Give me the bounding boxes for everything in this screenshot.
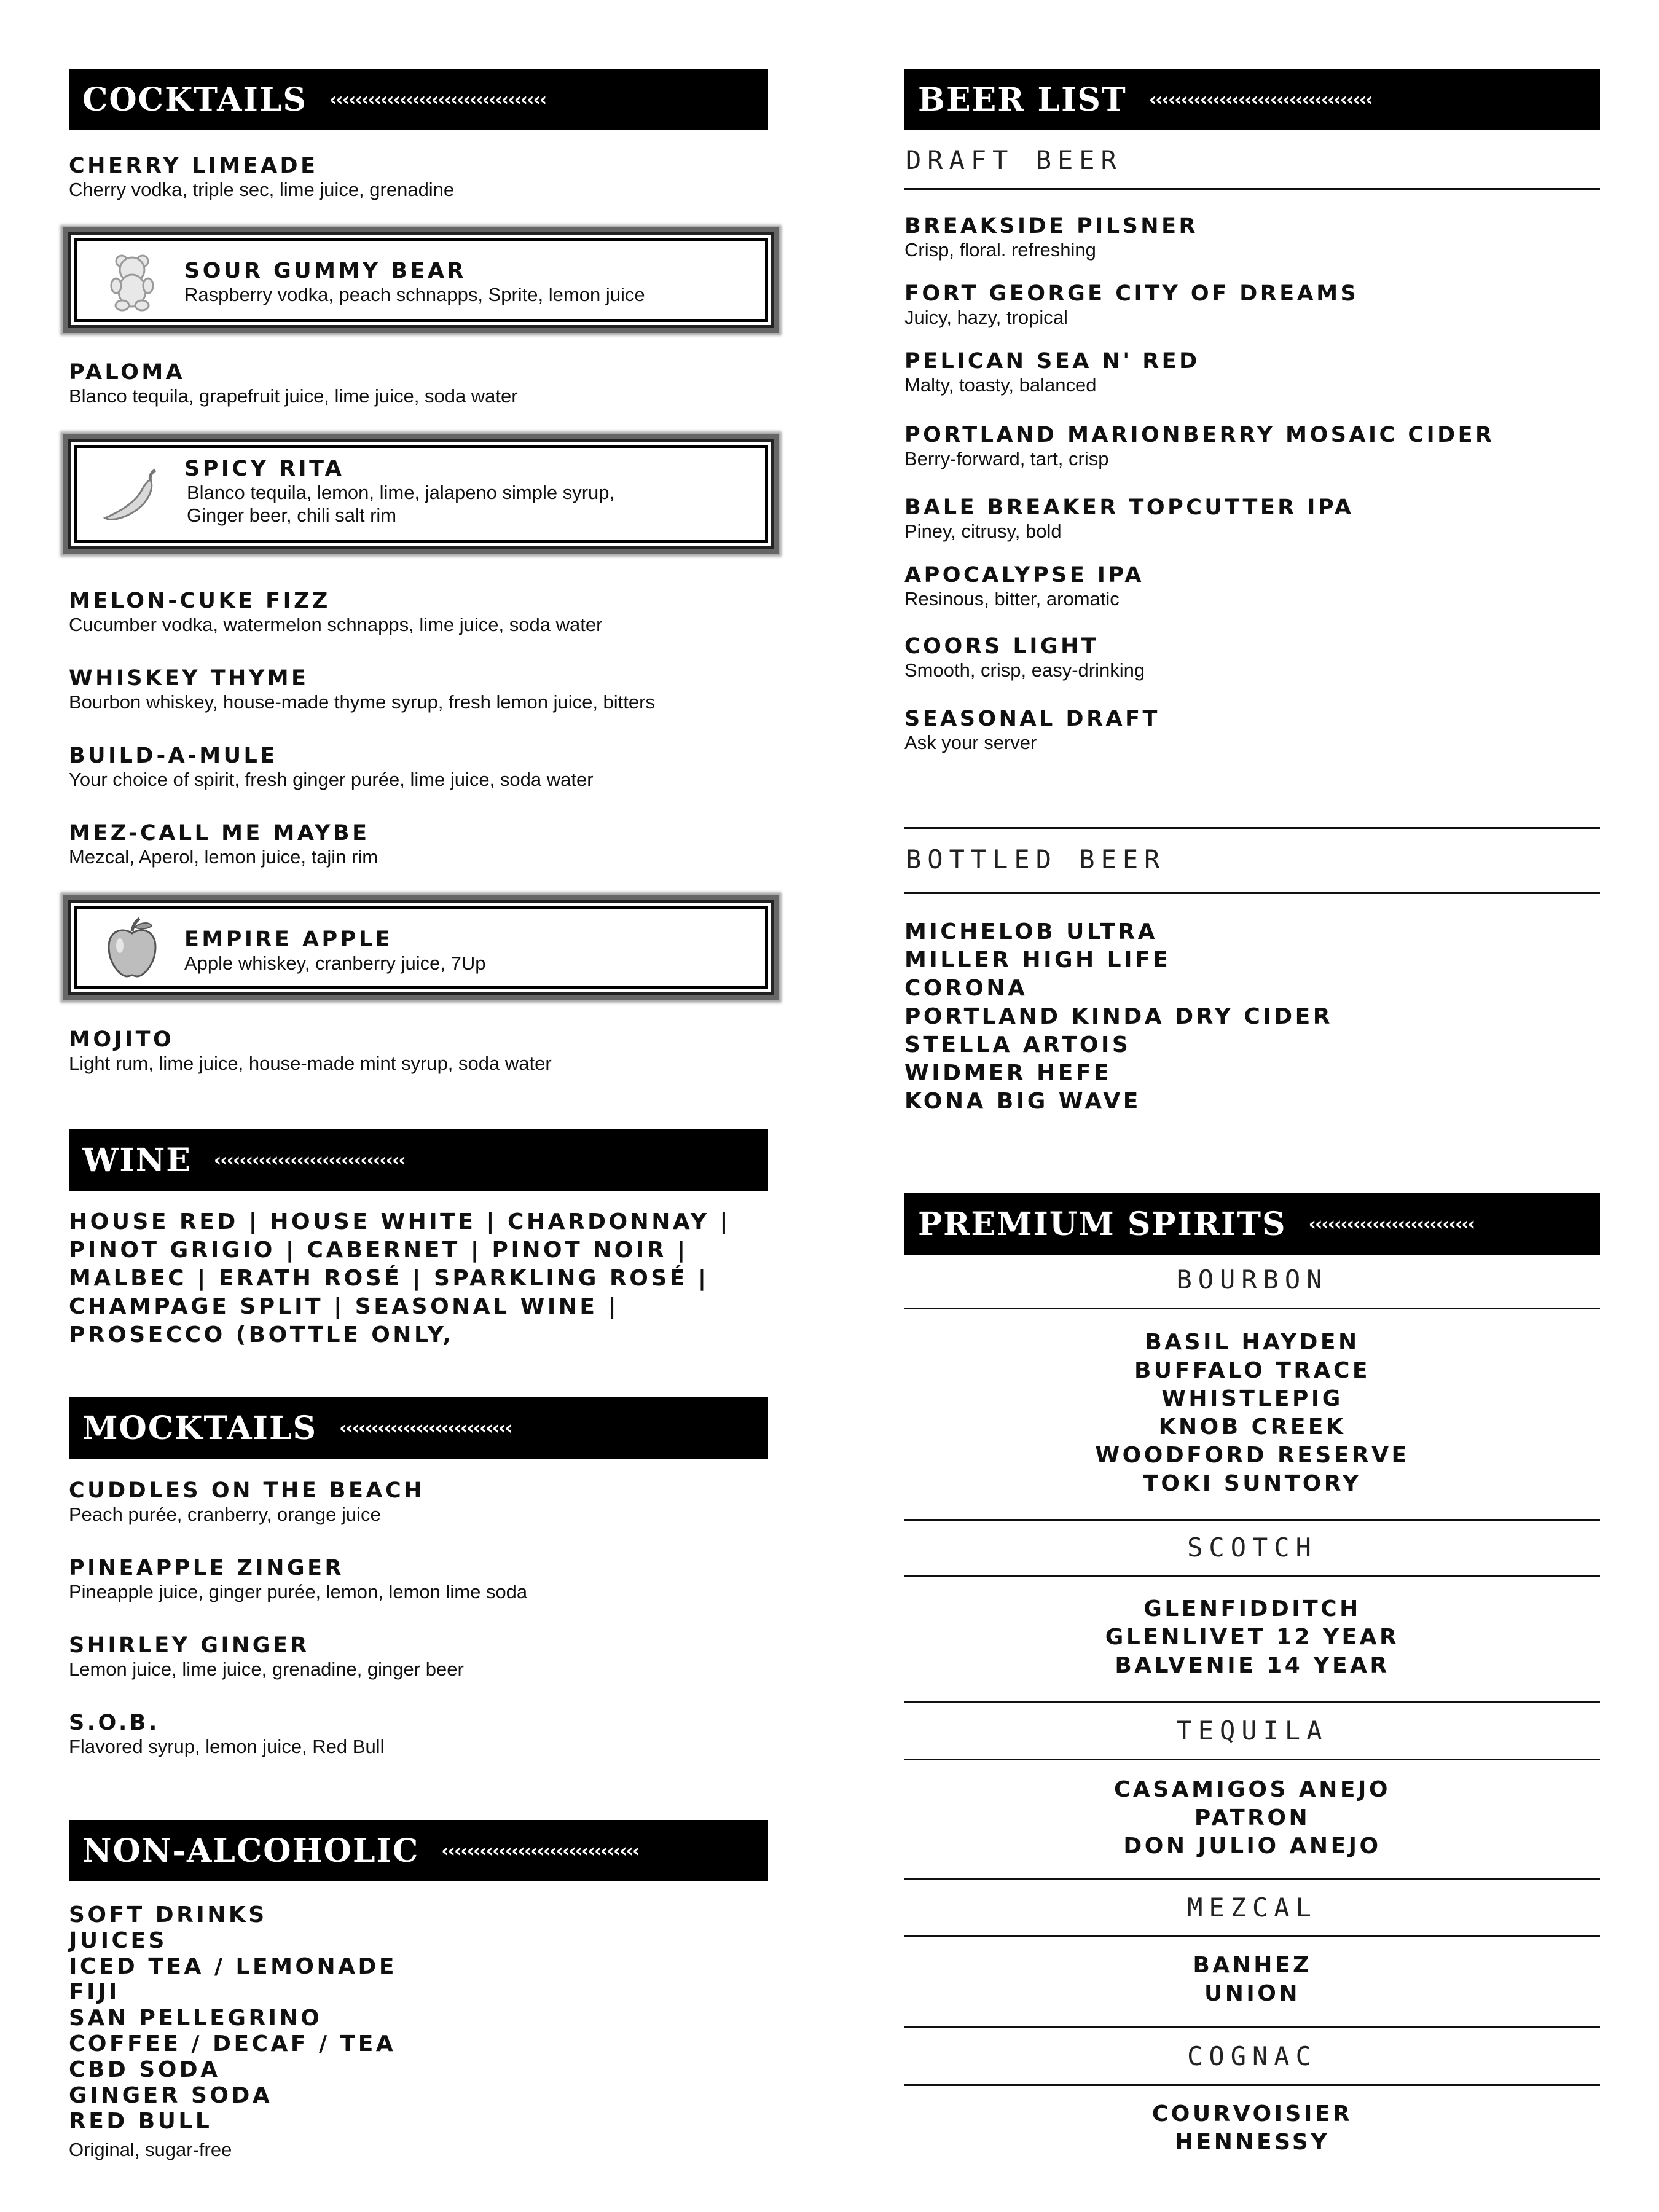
bottled-beer-label: BOTTLED BEER [906, 844, 1166, 874]
beer-desc: Ask your server [904, 732, 1037, 753]
mocktail-name: S.O.B. [69, 1711, 160, 1735]
cocktail-name: EMPIRE APPLE [184, 927, 393, 952]
mocktail-item [69, 1556, 527, 1603]
mezcal-label: MEZCAL [1187, 1892, 1317, 1923]
featured-cocktail-box [74, 238, 768, 322]
cocktail-name: WHISKEY THYME [69, 666, 309, 691]
beer-list-title: BEER LIST [918, 80, 1127, 119]
mocktail-item [69, 1711, 384, 1758]
cocktail-desc: Blanco tequila, grapefruit juice, lime juice, soda water [69, 385, 518, 407]
draft-beer-item [904, 349, 1200, 396]
cocktail-name: MEZ-CALL ME MAYBE [69, 821, 370, 845]
wine-header [69, 1129, 768, 1191]
cocktail-item [184, 259, 645, 306]
beer-name: BREAKSIDE PILSNER [904, 214, 1198, 238]
red-bull-note: Original, sugar-free [69, 2139, 232, 2160]
cocktail-desc: Your choice of spirit, fresh ginger purée, lime juice, soda water [69, 769, 594, 790]
chevron-decoration-icon: ‹‹‹‹‹‹‹‹‹‹‹‹‹‹‹‹‹‹‹‹‹‹‹‹‹‹‹‹‹‹‹‹‹‹‹ [1148, 88, 1372, 111]
wine-list: HOUSE RED | HOUSE WHITE | CHARDONNAY | PINOT GRIGIO | CABERNET | PINOT NOIR | MALBEC | ERATH ROSÉ | SPARKLING ROSÉ | CHAMPAGE SPLIT | SEASONAL WINE | PROSECCO (BOTTLE ONLY, [69, 1209, 731, 1347]
divider [904, 1759, 1600, 1760]
cocktail-desc: Light rum, lime juice, house-made mint syrup, soda water [69, 1053, 552, 1074]
beer-desc: Crisp, floral. refreshing [904, 239, 1096, 261]
cocktail-desc: Mezcal, Aperol, lemon juice, tajin rim [69, 846, 378, 868]
mocktail-name: PINEAPPLE ZINGER [69, 1556, 344, 1580]
cocktail-item [69, 154, 454, 201]
cocktail-name: CHERRY LIMEADE [69, 154, 318, 178]
divider [904, 1308, 1600, 1309]
cocktail-item [69, 360, 518, 407]
premium-spirits-title: PREMIUM SPIRITS [918, 1205, 1287, 1243]
beer-name: PELICAN SEA N' RED [904, 349, 1200, 374]
cocktail-item [69, 821, 378, 868]
apple-icon [101, 917, 163, 979]
cocktail-item [69, 589, 602, 636]
cocktail-desc: Apple whiskey, cranberry juice, 7Up [184, 952, 486, 974]
tequila-list: CASAMIGOS ANEJO PATRON DON JULIO ANEJO [1114, 1777, 1390, 1859]
divider [904, 827, 1600, 829]
beer-desc: Juicy, hazy, tropical [904, 307, 1068, 328]
mocktail-desc: Pineapple juice, ginger purée, lemon, lemon lime soda [69, 1581, 528, 1602]
draft-beer-item [904, 707, 1160, 754]
beer-list-header [904, 69, 1600, 130]
draft-beer-label: DRAFT BEER [906, 145, 1123, 175]
cognac-list: COURVOISIER HENNESSY [1151, 2101, 1353, 2155]
divider [904, 1701, 1600, 1703]
beer-desc: Piney, citrusy, bold [904, 520, 1062, 542]
cocktail-item [69, 1027, 552, 1075]
mocktail-desc: Lemon juice, lime juice, grenadine, ginger beer [69, 1658, 464, 1680]
divider [904, 188, 1600, 190]
beer-desc: Smooth, crisp, easy-drinking [904, 659, 1145, 681]
beer-desc: Malty, toasty, balanced [904, 374, 1097, 396]
cocktail-item [184, 457, 614, 527]
mocktail-name: CUDDLES ON THE BEACH [69, 1478, 425, 1503]
draft-beer-item [904, 563, 1144, 610]
cocktail-item [69, 743, 594, 791]
cocktail-name: PALOMA [69, 360, 186, 385]
non-alcoholic-title: NON-ALCOHOLIC [82, 1832, 420, 1870]
scotch-label: SCOTCH [1187, 1532, 1317, 1563]
cocktail-desc: Cucumber vodka, watermelon schnapps, lime juice, soda water [69, 614, 603, 635]
divider [904, 2026, 1600, 2028]
featured-cocktail-box [74, 445, 768, 543]
beer-desc: Berry-forward, tart, crisp [904, 448, 1109, 469]
beer-name: APOCALYPSE IPA [904, 563, 1144, 587]
mocktails-title: MOCKTAILS [82, 1409, 318, 1447]
mocktail-item [69, 1478, 425, 1526]
cocktail-name: BUILD-A-MULE [69, 743, 278, 768]
featured-cocktail-box [74, 906, 768, 989]
draft-beer-item [904, 214, 1198, 261]
bourbon-label: BOURBON [1176, 1265, 1328, 1295]
chevron-decoration-icon: ‹‹‹‹‹‹‹‹‹‹‹‹‹‹‹‹‹‹‹‹‹‹‹‹‹‹‹ [339, 1417, 511, 1439]
bottled-beer-list: MICHELOB ULTRA MILLER HIGH LIFE CORONA PORTLAND KINDA DRY CIDER STELLA ARTOIS WIDMER HEFE KONA BIG WAVE [904, 919, 1333, 1114]
chevron-decoration-icon: ‹‹‹‹‹‹‹‹‹‹‹‹‹‹‹‹‹‹‹‹‹‹‹‹‹‹‹‹‹‹ [213, 1149, 405, 1171]
divider [904, 2084, 1600, 2086]
cocktail-desc: Bourbon whiskey, house-made thyme syrup, fresh lemon juice, bitters [69, 691, 655, 713]
scotch-list: GLENFIDDITCH GLENLIVET 12 YEAR BALVENIE 14 YEAR [1105, 1596, 1400, 1678]
non-alcoholic-list: SOFT DRINKS JUICES ICED TEA / LEMONADE FIJI SAN PELLEGRINO COFFEE / DECAF / TEA CBD SODA GINGER SODA RED BULL [69, 1902, 397, 2134]
cocktail-desc: Blanco tequila, lemon, lime, jalapeno simple syrup, Ginger beer, chili salt rim [187, 482, 615, 526]
chili-pepper-icon [101, 464, 163, 525]
bourbon-list: BASIL HAYDEN BUFFALO TRACE WHISTLEPIG KNOB CREEK WOODFORD RESERVE TOKI SUNTORY [1095, 1330, 1410, 1496]
mezcal-list: BANHEZ UNION [1193, 1953, 1312, 2006]
divider [904, 1878, 1600, 1880]
cocktail-name: SOUR GUMMY BEAR [184, 259, 466, 283]
mocktail-item [69, 1633, 464, 1681]
beer-name: BALE BREAKER TOPCUTTER IPA [904, 495, 1354, 520]
cognac-label: COGNAC [1187, 2041, 1317, 2071]
beer-desc: Resinous, bitter, aromatic [904, 588, 1120, 610]
divider [904, 1519, 1600, 1521]
cocktails-title: COCKTAILS [82, 80, 307, 119]
cocktails-header [69, 69, 768, 130]
beer-name: COORS LIGHT [904, 634, 1099, 659]
cocktail-name: SPICY RITA [184, 457, 345, 481]
mocktails-header [69, 1397, 768, 1459]
cocktail-name: MOJITO [69, 1027, 175, 1052]
mocktail-desc: Flavored syrup, lemon juice, Red Bull [69, 1736, 385, 1757]
draft-beer-item [904, 423, 1495, 470]
chevron-decoration-icon: ‹‹‹‹‹‹‹‹‹‹‹‹‹‹‹‹‹‹‹‹‹‹‹‹‹‹ [1308, 1213, 1475, 1235]
cocktail-desc: Raspberry vodka, peach schnapps, Sprite, lemon juice [184, 284, 645, 305]
draft-beer-item [904, 634, 1145, 681]
divider [904, 1575, 1600, 1577]
cocktail-desc: Cherry vodka, triple sec, lime juice, grenadine [69, 179, 455, 200]
tequila-label: TEQUILA [1176, 1716, 1328, 1746]
chevron-decoration-icon: ‹‹‹‹‹‹‹‹‹‹‹‹‹‹‹‹‹‹‹‹‹‹‹‹‹‹‹‹‹‹‹ [441, 1840, 639, 1862]
beer-name: SEASONAL DRAFT [904, 707, 1160, 731]
mocktail-desc: Peach purée, cranberry, orange juice [69, 1504, 381, 1525]
cocktail-item [184, 927, 485, 975]
wine-title: WINE [82, 1141, 192, 1179]
cocktail-name: MELON-CUKE FIZZ [69, 589, 331, 613]
draft-beer-item [904, 281, 1359, 329]
beer-name: FORT GEORGE CITY OF DREAMS [904, 281, 1359, 306]
draft-beer-item [904, 495, 1354, 543]
gummy-bear-icon [101, 250, 163, 312]
premium-spirits-header [904, 1193, 1600, 1255]
mocktail-name: SHIRLEY GINGER [69, 1633, 310, 1658]
non-alcoholic-header [69, 1820, 768, 1881]
divider [904, 1936, 1600, 1937]
divider [904, 892, 1600, 894]
chevron-decoration-icon: ‹‹‹‹‹‹‹‹‹‹‹‹‹‹‹‹‹‹‹‹‹‹‹‹‹‹‹‹‹‹‹‹‹‹ [329, 88, 546, 111]
cocktail-item [69, 666, 655, 713]
beer-name: PORTLAND MARIONBERRY MOSAIC CIDER [904, 423, 1495, 447]
